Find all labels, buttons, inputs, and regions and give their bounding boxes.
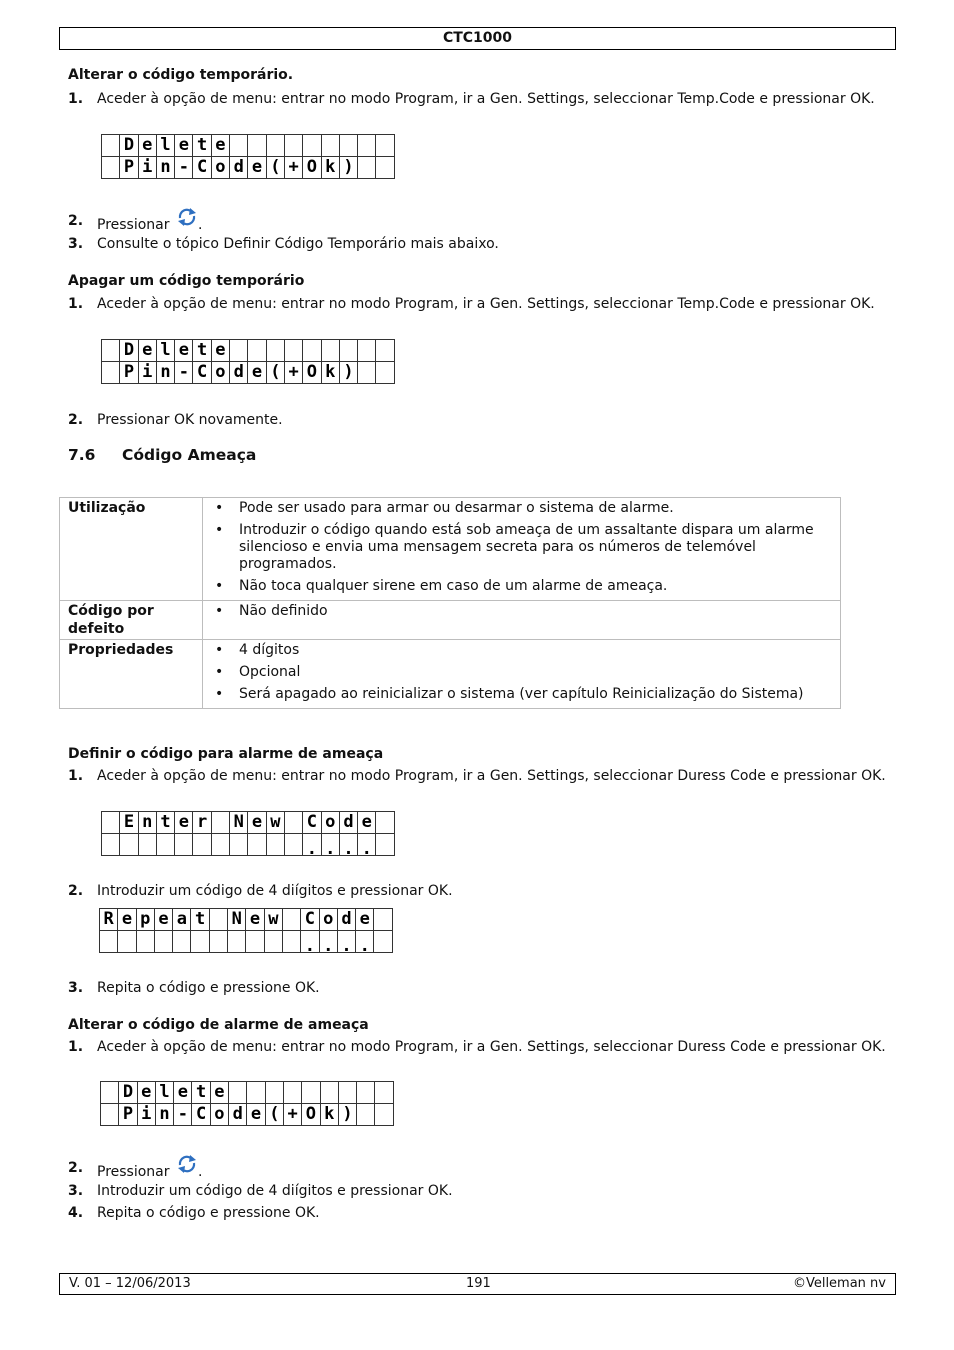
lcd-cell: d [230,157,248,179]
footer-copyright: ©Velleman nv [792,1276,886,1291]
lcd-cell [282,909,300,931]
lcd-cell: i [138,362,156,384]
step-number: 2. [68,412,84,428]
step-text: Pressionar . [97,1155,887,1178]
lcd-cell: l [155,1082,173,1104]
row-label: Propriedades [60,640,203,709]
lcd-cell: + [284,157,302,179]
lcd-cell: t [193,340,211,362]
lcd-cell [101,1082,119,1104]
step-number: 1. [68,768,84,784]
lcd-cell: ( [266,157,284,179]
lcd-cell [376,157,394,179]
step-number: 1. [68,91,84,107]
lcd-cell [230,834,248,856]
list-item: • Opcional [203,664,840,681]
lcd-cell: . [319,931,337,953]
lcd-cell [357,1104,375,1126]
lcd-display [101,134,395,179]
lcd-cell: t [191,909,209,931]
lcd-cell: R [100,909,118,931]
lcd-cell [264,931,282,953]
lcd-cell [102,834,120,856]
lcd-cell: . [321,834,339,856]
lcd-cell: d [339,812,357,834]
lcd-cell: e [137,1082,155,1104]
lcd-cell [138,834,156,856]
step-text: Pressionar OK novamente. [97,412,283,428]
list-item: • Não definido [203,603,840,620]
lcd-cell: t [156,812,174,834]
lcd-cell: w [266,812,284,834]
lcd-cell [102,157,120,179]
lcd-cell: o [211,157,229,179]
lcd-cell [358,340,376,362]
lcd-cell [374,909,392,931]
section-number: 7.6 [68,446,96,464]
lcd-cell [247,1082,265,1104]
lcd-cell: e [248,812,266,834]
lcd-row [102,135,395,157]
row-content [203,640,841,709]
lcd-cell: a [173,909,191,931]
lcd-cell: e [138,340,156,362]
lcd-cell [266,340,284,362]
step-number: 1. [68,296,84,312]
row-content [203,601,841,640]
lcd-cell: ( [265,1104,283,1126]
lcd-display [99,908,393,956]
lcd-row [102,362,395,384]
step-number: 3. [68,236,84,252]
lcd-cell: e [248,362,266,384]
document-title: CTC1000 [442,30,513,46]
list-item: • Introduzir o código quando está sob ameaça de um assaltante dispara um alarme silencioso e envia uma mensagem secreta para os números de telemóvel programados. [203,522,840,573]
lcd-cell: k [321,362,339,384]
lcd-cell [358,135,376,157]
lcd-cell: e [175,135,193,157]
lcd-cell: C [193,362,211,384]
step-number: 2. [68,1160,84,1176]
lcd-cell: t [193,135,211,157]
lcd-cell [248,834,266,856]
lcd-row [102,157,395,179]
lcd-cell: l [156,135,174,157]
lcd-cell [100,931,118,953]
lcd-cell [228,931,246,953]
lcd-cell: o [211,362,229,384]
lcd-cell: . [339,834,357,856]
lcd-cell [358,362,376,384]
duress-info-table [59,497,841,709]
lcd-cell [283,1082,301,1104]
lcd-cell [102,340,120,362]
step-number: 2. [68,883,84,899]
lcd-cell [282,931,300,953]
lcd-cell [246,931,264,953]
lcd-cell: e [174,1082,192,1104]
step-number: 2. [68,213,84,229]
lcd-cell [248,135,266,157]
lcd-cell: D [120,135,138,157]
lcd-cell: - [174,1104,192,1126]
lcd-cell [339,340,357,362]
lcd-cell: D [120,340,138,362]
lcd-cell: O [303,157,321,179]
lcd-cell: + [283,1104,301,1126]
lcd-cell [376,834,394,856]
lcd-cell: e [211,340,229,362]
lcd-cell [248,340,266,362]
lcd-cell: o [319,909,337,931]
lcd-cell: p [136,909,154,931]
lcd-cell: e [246,909,264,931]
lcd-cell [156,834,174,856]
table-row [60,601,841,640]
lcd-cell: ( [266,362,284,384]
lcd-cell [102,362,120,384]
lcd-cell [284,812,302,834]
lcd-cell [266,135,284,157]
lcd-cell [321,340,339,362]
lcd-cell [321,135,339,157]
lcd-cell [136,931,154,953]
step-text: Aceder à opção de menu: entrar no modo Program, ir a Gen. Settings, seleccionar Duress Code e pressionar OK. [97,1039,886,1055]
lcd-cell [302,1082,320,1104]
step-text: Aceder à opção de menu: entrar no modo Program, ir a Gen. Settings, seleccionar Temp.Code e pressionar OK. [97,91,875,107]
lcd-cell [230,135,248,157]
lcd-row [101,1104,394,1126]
lcd-cell: . [356,931,374,953]
lcd-cell [209,909,227,931]
lcd-cell [320,1082,338,1104]
step-number: 1. [68,1039,84,1055]
step-number: 3. [68,980,84,996]
lcd-cell: w [264,909,282,931]
lcd-cell: - [175,157,193,179]
step-text: Aceder à opção de menu: entrar no modo Program, ir a Gen. Settings, seleccionar Duress Code e pressionar OK. [97,768,886,784]
lcd-cell [284,340,302,362]
lcd-cell [303,135,321,157]
step-text: Consulte o tópico Definir Código Temporário mais abaixo. [97,236,499,252]
lcd-cell [154,931,172,953]
lcd-cell [357,1082,375,1104]
lcd-cell: d [230,362,248,384]
list-item: • Será apagado ao reinicializar o sistema (ver capítulo Reinicialização do Sistema) [203,686,840,703]
step-text: Introduzir um código de 4 diígitos e pressionar OK. [97,883,453,899]
lcd-cell: C [301,909,319,931]
lcd-row [101,1082,394,1104]
lcd-cell: P [119,1104,137,1126]
lcd-cell [120,834,138,856]
lcd-cell [175,834,193,856]
lcd-cell [376,812,394,834]
footer-version: V. 01 – 12/06/2013 [69,1276,191,1291]
step-number: 4. [68,1205,84,1221]
lcd-cell: ) [339,157,357,179]
lcd-cell: e [175,812,193,834]
lcd-cell [229,1082,247,1104]
step-text: Repita o código e pressione OK. [97,1205,320,1221]
lcd-cell: i [137,1104,155,1126]
lcd-cell [102,135,120,157]
lcd-cell: C [193,157,211,179]
refresh-icon [176,208,198,231]
lcd-cell [358,157,376,179]
lcd-display [100,1081,394,1126]
lcd-row [100,909,393,931]
lcd-cell: e [175,340,193,362]
lcd-cell [376,362,394,384]
lcd-cell: . [301,931,319,953]
lcd-cell: r [193,812,211,834]
lcd-row [102,340,395,362]
lcd-cell: P [120,362,138,384]
page-footer [59,1273,896,1295]
lcd-cell: d [337,909,355,931]
lcd-cell [265,1082,283,1104]
lcd-cell: N [230,812,248,834]
row-label: Utilização [60,498,203,601]
lcd-cell: t [192,1082,210,1104]
section-title: Código Ameaça [122,446,257,464]
lcd-cell [376,135,394,157]
refresh-icon [176,1155,198,1178]
table-row [60,498,841,601]
lcd-cell [193,834,211,856]
heading-alter-duress-code: Alterar o código de alarme de ameaça [68,1017,369,1033]
lcd-row [102,834,395,856]
lcd-cell: o [210,1104,228,1126]
footer-page-number: 191 [466,1276,491,1291]
lcd-cell [118,931,136,953]
lcd-cell: n [138,812,156,834]
lcd-cell [209,931,227,953]
lcd-cell: e [247,1104,265,1126]
list-item: • 4 dígitos [203,642,840,659]
lcd-cell [211,834,229,856]
lcd-cell: o [321,812,339,834]
heading-delete-temp-code: Apagar um código temporário [68,273,305,289]
lcd-cell: l [156,340,174,362]
lcd-cell: n [156,362,174,384]
step-number: 3. [68,1183,84,1199]
lcd-cell [375,1104,393,1126]
lcd-cell [102,812,120,834]
lcd-display [101,339,395,384]
lcd-cell [284,135,302,157]
row-content [203,498,841,601]
lcd-cell [230,340,248,362]
step-text: Repita o código e pressione OK. [97,980,320,996]
lcd-cell: e [118,909,136,931]
lcd-cell: k [321,157,339,179]
lcd-cell: ) [338,1104,356,1126]
lcd-cell [375,1082,393,1104]
lcd-cell: + [284,362,302,384]
lcd-cell [173,931,191,953]
lcd-cell: e [210,1082,228,1104]
lcd-cell: e [356,909,374,931]
list-item: • Pode ser usado para armar ou desarmar o sistema de alarme. [203,500,840,517]
lcd-cell [338,1082,356,1104]
lcd-cell: C [303,812,321,834]
lcd-cell [211,812,229,834]
lcd-cell: O [303,362,321,384]
lcd-cell [101,1104,119,1126]
lcd-cell: D [119,1082,137,1104]
lcd-cell [303,340,321,362]
lcd-cell: e [358,812,376,834]
lcd-cell [284,834,302,856]
lcd-cell [374,931,392,953]
lcd-cell: E [120,812,138,834]
lcd-cell: C [192,1104,210,1126]
lcd-cell: N [228,909,246,931]
lcd-cell: - [175,362,193,384]
lcd-row [100,931,393,953]
lcd-cell: ) [339,362,357,384]
lcd-display [101,811,395,859]
lcd-cell: e [154,909,172,931]
table-row [60,640,841,709]
row-label: Código por defeito [60,601,203,640]
lcd-cell [376,340,394,362]
lcd-cell: i [138,157,156,179]
lcd-cell: e [138,135,156,157]
lcd-cell: d [229,1104,247,1126]
lcd-cell: P [120,157,138,179]
lcd-cell [339,135,357,157]
heading-define-duress-code: Definir o código para alarme de ameaça [68,746,384,762]
page-header [59,27,896,50]
step-text: Aceder à opção de menu: entrar no modo Program, ir a Gen. Settings, seleccionar Temp.Code e pressionar OK. [97,296,875,312]
lcd-cell: . [337,931,355,953]
lcd-cell: e [211,135,229,157]
lcd-cell: n [155,1104,173,1126]
step-text: Introduzir um código de 4 diígitos e pressionar OK. [97,1183,453,1199]
heading-alter-temp-code: Alterar o código temporário. [68,67,294,83]
lcd-cell: . [358,834,376,856]
lcd-cell: e [248,157,266,179]
lcd-cell: O [302,1104,320,1126]
list-item: • Não toca qualquer sirene em caso de um alarme de ameaça. [203,578,840,595]
lcd-cell: . [303,834,321,856]
lcd-row [102,812,395,834]
lcd-cell: k [320,1104,338,1126]
lcd-cell: n [156,157,174,179]
lcd-cell [266,834,284,856]
step-text: Pressionar . [97,208,887,231]
lcd-cell [191,931,209,953]
